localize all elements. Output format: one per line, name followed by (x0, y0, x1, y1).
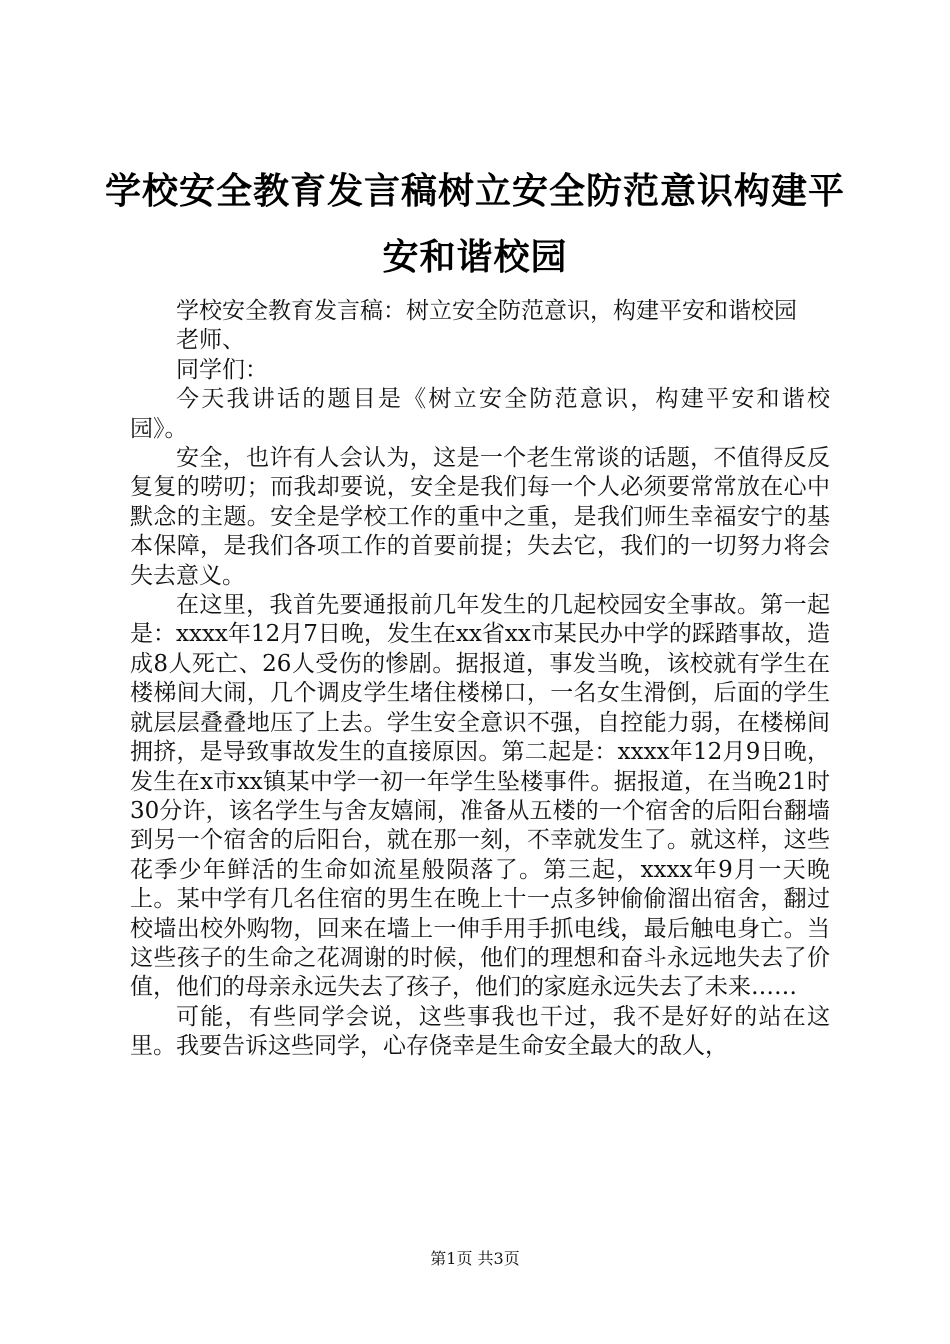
salutation-teachers: 老师、 (176, 327, 245, 354)
salutation-students: 同学们： (176, 356, 268, 383)
paragraph-warning: 可能，有些同学会说，这些事我也干过，我不是好好的站在这里。我要告诉这些同学，心存侥幸是生命安全最大的敌人， (130, 1003, 830, 1060)
paragraph-topic: 今天我讲话的题目是《树立安全防范意识，构建平安和谐校园》。 (130, 386, 830, 442)
document-body (130, 297, 830, 1062)
document-title: 学校安全教育发言稿树立安全防范意识构建平安和谐校园 (104, 170, 845, 278)
paragraph-incidents: 在这里，我首先要通报前几年发生的几起校园安全事故。第一起是：xxxx年12月7日晚，发生在xx省xx市某民办中学的踩踏事故，造成8人死亡、26人受伤的惨剧。据报道，事发当晚，该校就有学生在楼梯间大闹，几个调皮学生堵住楼梯口，一名女生滑倒，后面的学生就层层叠叠地压了上去。学生安全意识不强，自控能力弱，在楼梯间拥挤，是导致事故发生的直接原因。第二起是：xxxx年12月9日晚，发生在x市xx镇某中学一初一年学生坠楼事件。据报道，在当晚21时30分许，该名学生与舍友嬉闹，准备从五楼的一个宿舍的后阳台翻墙到另一个宿舍的后阳台，就在那一刻，不幸就发生了。就这样，这些花季少年鲜活的生命如流星般陨落了。第三起，xxxx年9月一天晚上。某中学有几名住宿的男生在晚上十一点多钟偷偷溜出宿舍，翻过校墙出校外购物，回来在墙上一伸手用手抓电线，最后触电身亡。当这些孩子的生命之花凋谢的时候，他们的理想和奋斗永远地失去了价值，他们的母亲永远失去了孩子，他们的家庭永远失去了未来…… (130, 592, 830, 1001)
paragraph-subtitle: 学校安全教育发言稿：树立安全防范意识，构建平安和谐校园 (176, 298, 797, 324)
page-footer: 第1页 共3页 (430, 1249, 520, 1268)
paragraph-safety-importance: 安全，也许有人会认为，这是一个老生常谈的话题，不值得反反复复的唠叨；而我却要说，安全是我们每一个人必须要常常放在心中默念的主题。安全是学校工作的重中之重，是我们师生幸福安宁的基本保障，是我们各项工作的首要前提；失去它，我们的一切努力将会失去意义。 (130, 445, 830, 589)
